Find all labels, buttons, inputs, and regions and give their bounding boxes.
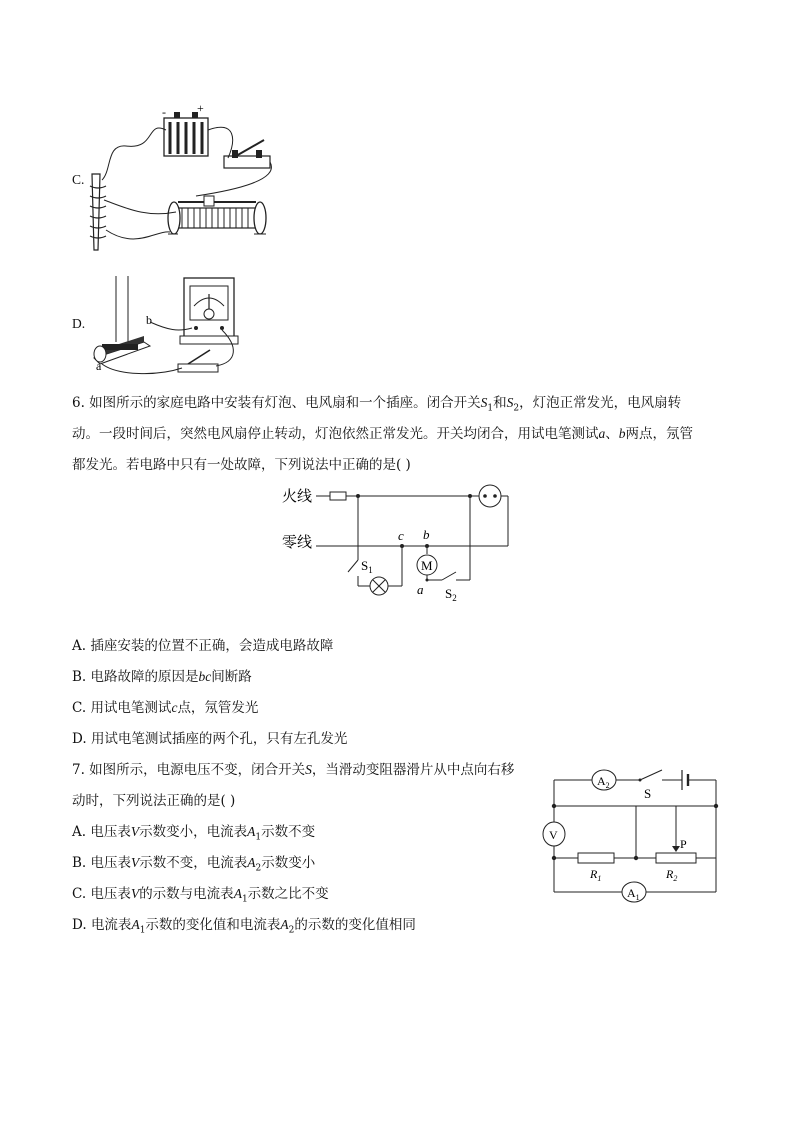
q6-line-3: 都发光。若电路中只有一处故障，下列说法中正确的是( ) [72, 457, 411, 473]
resistor-r1 [578, 853, 614, 863]
q6-circuit-figure [282, 482, 522, 602]
q7-line-1: 7. 如图所示，电源电压不变，闭合开关S，当滑动变阻器滑片从中点向右移 [72, 762, 515, 778]
q7-option-b[interactable]: B. 电压表V示数不变，电流表$A_2$示数变小 [72, 855, 316, 874]
a2-label: $A_2$ [597, 774, 610, 790]
option-d-figure [88, 272, 248, 376]
option-d-label: D. [72, 316, 86, 331]
lamp-icon [370, 577, 388, 595]
s1-label: $S_1$ [361, 558, 373, 575]
p-label: P [680, 837, 687, 851]
q6-option-b[interactable]: B. 电路故障的原因是bc间断路 [72, 669, 252, 685]
knife-switch-icon [178, 350, 218, 372]
label-b: b [146, 313, 152, 327]
option-c-label: C. [72, 172, 85, 187]
knife-switch-icon [224, 140, 270, 168]
motor-label: M [421, 558, 433, 573]
battery-plus-sign: + [197, 101, 204, 115]
r1-label: $R_1$ [590, 867, 602, 883]
r2-label: $R_2$ [666, 867, 678, 883]
switch-s2 [442, 572, 456, 580]
q7-option-c[interactable]: C. 电压表V的示数与电流表$A_1$示数之比不变 [72, 886, 329, 905]
q6-line-1: 6. 如图所示的家庭电路中安装有灯泡、电风扇和一个插座。闭合开关$S_1$和$S_2$，灯泡正常发光，电风扇转 [72, 395, 682, 414]
s-label: S [644, 786, 652, 801]
v-label: V [549, 828, 558, 842]
coil-icon [90, 174, 106, 250]
a1-label: $A_1$ [627, 886, 640, 902]
rheostat-icon [168, 196, 266, 234]
live-wire-label: 火线 [282, 489, 313, 505]
q6-option-c[interactable]: C. 用试电笔测试c点，氖管发光 [72, 700, 259, 716]
q6-option-d[interactable]: D. 用试电笔测试插座的两个孔，只有左孔发光 [72, 731, 348, 747]
battery-minus-sign: - [162, 105, 166, 119]
q6-option-a[interactable]: A. 插座安装的位置不正确，会造成电路故障 [72, 638, 334, 654]
galvanometer-icon [180, 278, 238, 344]
q7-line-2: 动时，下列说法正确的是( ) [72, 793, 236, 809]
label-a: a [96, 359, 102, 373]
q7-option-a[interactable]: A. 电压表V示数变小，电流表$A_1$示数不变 [72, 824, 316, 843]
s2-label: $S_2$ [445, 586, 457, 602]
point-b-label: b [423, 527, 430, 542]
socket-icon [479, 485, 501, 507]
switch-s1 [348, 560, 358, 572]
q7-circuit-figure [540, 762, 730, 912]
q7-option-d[interactable]: D. 电流表$A_1$示数的变化值和电流表$A_2$的示数的变化值相同 [72, 917, 416, 936]
point-a-label: a [417, 582, 424, 597]
battery-icon [164, 112, 208, 156]
q6-line-2: 动。一段时间后，突然电风扇停止转动，灯泡依然正常发光。开关均闭合，用试电笔测试a、b两点，氖管 [72, 426, 693, 442]
magnet-icon [94, 276, 150, 364]
battery-icon [682, 770, 688, 790]
fuse-icon [330, 492, 346, 500]
rheostat-r2 [656, 853, 696, 863]
point-c-label: c [398, 528, 404, 543]
switch-s [640, 770, 662, 780]
neutral-wire-label: 零线 [282, 535, 313, 551]
option-c-figure [86, 100, 286, 260]
